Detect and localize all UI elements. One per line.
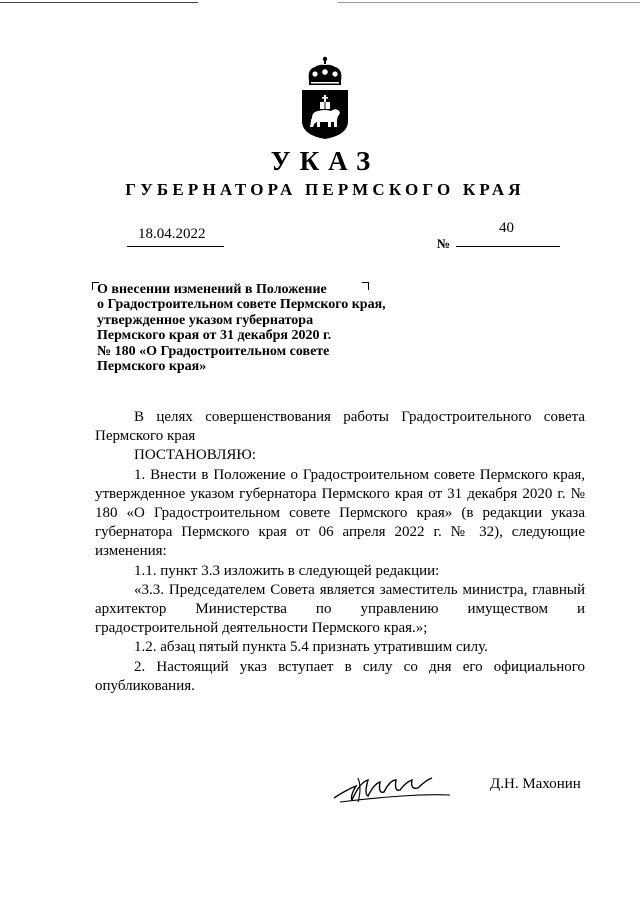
top-rule-left bbox=[0, 2, 198, 3]
subject-line: о Градостроительном совете Пермского края, bbox=[97, 297, 386, 313]
subject-line: О внесении изменений в Положение bbox=[97, 282, 327, 297]
number-sign: № bbox=[437, 236, 451, 251]
signature bbox=[332, 768, 452, 806]
subject-line: № 180 «О Градостроительном совете bbox=[97, 343, 330, 359]
date-underline bbox=[127, 246, 224, 247]
top-rule-right bbox=[338, 2, 640, 3]
subject-line: утвержденное указом губернатора bbox=[97, 312, 314, 328]
paragraph-1-2: 1.2. абзац пятый пункта 5.4 признать утратившим силу. bbox=[134, 639, 488, 656]
decree-number: 40 bbox=[499, 220, 514, 236]
paragraph-1: 1. Внести в Положение о Градостроительном совете Пермского края, утвержденное указом губернатора Пермского края от 31 декабря 2020 г. № 180 «О Градостроительном совете Пермского края» (в редакции указа губернатора Пермского края от 06 апреля 2022 г. № 32), следующие изменения: bbox=[95, 466, 585, 560]
number-underline bbox=[456, 246, 560, 247]
document-subtitle: ГУБЕРНАТОРА ПЕРМСКОГО КРАЯ bbox=[125, 180, 525, 199]
subject-line: Пермского края от 31 декабря 2020 г. bbox=[97, 328, 332, 344]
document-title: УКАЗ bbox=[270, 146, 380, 176]
subject-line: Пермского края» bbox=[97, 359, 207, 375]
decree-date: 18.04.2022 bbox=[138, 226, 206, 242]
paragraph-1-1-quote: «3.3. Председателем Совета является заместитель министра, главный архитектор Министерства по управлению имуществом и градостроительной деятельности Пермского края.»; bbox=[95, 581, 585, 637]
intro-paragraph: В целях совершенствования работы Градостроительного совета Пермского края bbox=[95, 409, 585, 445]
decree-subject bbox=[97, 282, 427, 374]
decree-word: ПОСТАНОВЛЯЮ: bbox=[134, 447, 256, 464]
paragraph-1-1: 1.1. пункт 3.3 изложить в следующей редакции: bbox=[134, 562, 440, 579]
perm-coat-of-arms-icon bbox=[295, 55, 355, 140]
paragraph-2: 2. Настоящий указ вступает в силу со дня его официального опубликования. bbox=[95, 658, 585, 694]
crown-icon bbox=[309, 57, 342, 85]
decree-body bbox=[95, 408, 585, 696]
signer-name: Д.Н. Махонин bbox=[490, 776, 581, 792]
